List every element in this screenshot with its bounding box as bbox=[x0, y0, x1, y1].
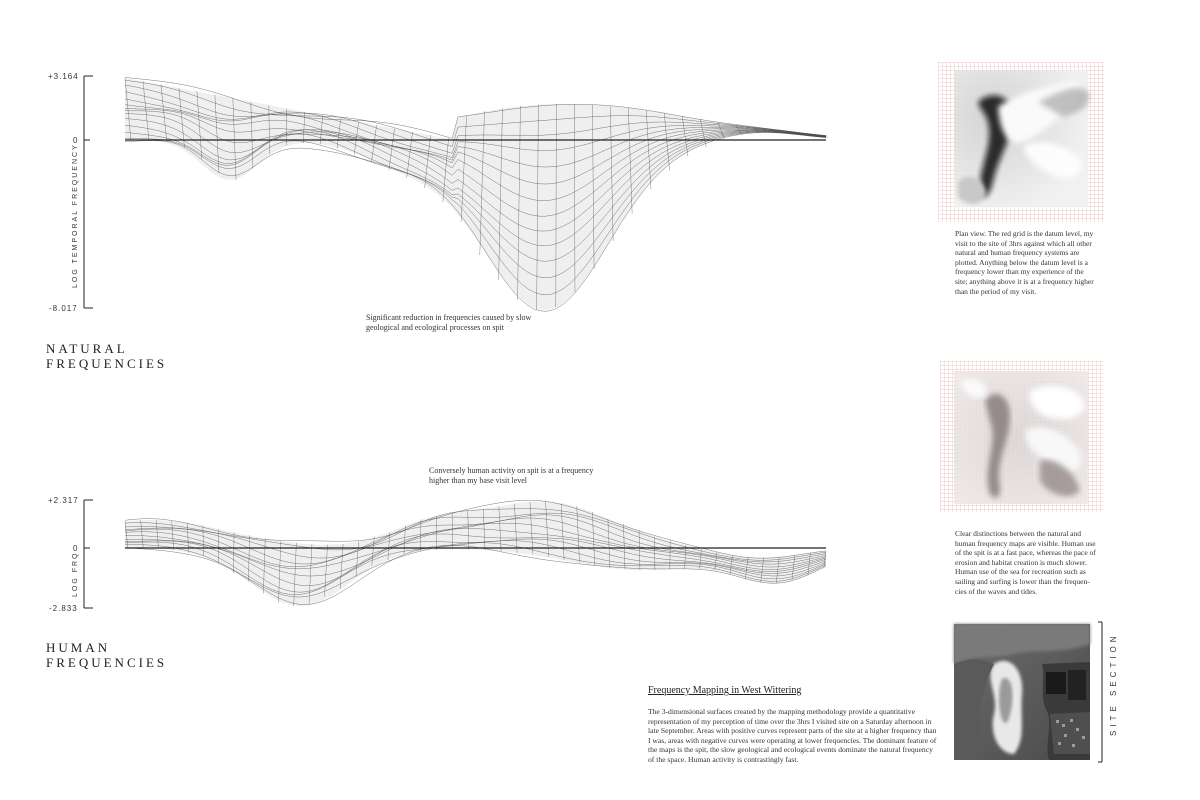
human-axis-label: LOG FRQ bbox=[72, 551, 79, 597]
plan-note-line: visit to the site of 3hrs against which all other bbox=[955, 238, 1092, 248]
human-annotation-line-1: Conversely human activity on spit is at a frequency bbox=[429, 466, 594, 475]
human-tick-bottom: -2.833 bbox=[49, 604, 78, 613]
summary-line: the maps is the spit, the slow geological and ecological events dominate the natural frequency bbox=[648, 745, 933, 755]
human-plan-terrain bbox=[954, 371, 1088, 504]
human-tick-zero: 0 bbox=[73, 544, 79, 553]
natural-axis-label: LOG TEMPORAL FREQUENCY bbox=[72, 143, 79, 288]
summary-line: late September. Areas with positive curves represent parts of the site at a higher frequency than bbox=[648, 726, 937, 736]
human-plan-view bbox=[940, 361, 1103, 512]
compare-note-line: Human use of the sea for recreation such as bbox=[955, 567, 1086, 577]
compare-note-line: cies of the waves and tides. bbox=[955, 586, 1038, 596]
surface-envelope bbox=[125, 78, 826, 310]
summary-line: representation of my perception of time over the 3hrs I visited site on a Saturday afternoon in bbox=[648, 716, 932, 726]
human-tick-top: +2.317 bbox=[48, 496, 79, 505]
natural-title-line-1: NATURAL bbox=[46, 341, 128, 356]
compare-note-line: sailing and surfing is lower than the frequen- bbox=[955, 576, 1090, 586]
natural-section-title bbox=[46, 341, 167, 371]
site-section-label: SITE SECTION bbox=[1109, 632, 1118, 736]
summary-line: The 3-dimensional surfaces created by the mapping methodology provide a quantitative bbox=[648, 707, 915, 716]
comparison-note bbox=[955, 529, 1105, 596]
site-aerial-photo bbox=[954, 624, 1090, 760]
human-annotation bbox=[429, 466, 593, 486]
human-annotation-line-2: higher than my base visit level bbox=[429, 476, 527, 485]
summary-line: of the space. Human activity is contrastingly fast. bbox=[648, 754, 799, 764]
plan-note-line: plotted. Anything below the datum level is a bbox=[955, 257, 1088, 267]
natural-title-line-2: FREQUENCIES bbox=[46, 356, 168, 371]
human-section-title bbox=[46, 640, 167, 670]
surface-mesh-line bbox=[826, 136, 827, 138]
plan-view-note bbox=[955, 229, 1105, 296]
human-title-line-2: FREQUENCIES bbox=[46, 655, 168, 670]
natural-annotation-line-1: Significant reduction in frequencies caused by slow bbox=[366, 313, 532, 322]
compare-note-line: erosion and habitat creation is much slower. bbox=[955, 557, 1087, 567]
surface-envelope bbox=[125, 501, 826, 606]
natural-tick-top: +3.164 bbox=[48, 72, 79, 81]
summary-line: I was, areas with negative curves were operating at lower frequencies. The dominant feature of bbox=[648, 735, 937, 745]
plan-note-line: natural and human frequency systems are bbox=[955, 248, 1080, 258]
natural-annotation-line-2: geological and ecological processes on spit bbox=[366, 323, 504, 332]
natural-plan-view bbox=[938, 62, 1104, 222]
site-section-bracket bbox=[0, 0, 1, 1]
compare-note-line: Clear distinctions between the natural and bbox=[955, 529, 1082, 538]
summary-body bbox=[648, 707, 948, 765]
natural-tick-bottom: -8.017 bbox=[49, 304, 78, 313]
plan-note-line: than the period of my visit. bbox=[955, 286, 1037, 296]
human-title-line-1: HUMAN bbox=[46, 640, 111, 655]
natural-annotation bbox=[366, 313, 531, 333]
plan-note-line: Plan view. The red grid is the datum level, my bbox=[955, 229, 1094, 238]
plan-note-line: site; anything above it is at a frequency higher bbox=[955, 276, 1094, 286]
compare-note-line: human frequency maps are visible. Human use bbox=[955, 538, 1096, 548]
plan-note-line: frequency lower than my experience of the bbox=[955, 267, 1084, 277]
natural-tick-zero: 0 bbox=[73, 136, 79, 145]
natural-plan-terrain bbox=[954, 70, 1089, 207]
summary-heading: Frequency Mapping in West Wittering bbox=[648, 685, 802, 696]
compare-note-line: of the spit is at a fast pace, whereas the pace of bbox=[955, 548, 1096, 558]
